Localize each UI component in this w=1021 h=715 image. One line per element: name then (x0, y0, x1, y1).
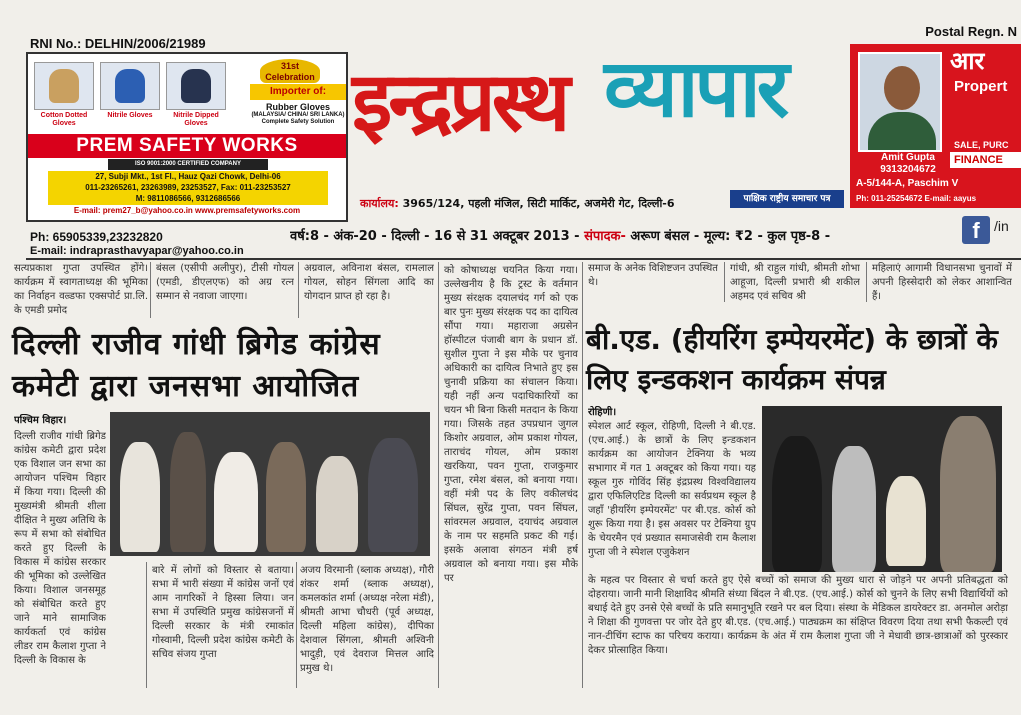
column-rule (582, 262, 583, 688)
story2-bottom-text: के महत्व पर विस्तार से चर्चा करते हुए ऐसे बच्चों को समाज की मुख्य धारा से जोड़ने पर अपनी प्रतिबद्धता को दोहराया। जानी मानी शिक्षाविद श्रीमति संध्या बिंदल ने बी.एड. (एच.आई.) कोर्स को चुनने के लिए सभी विद्यार्थियों को बधाई देते हुए उनसे ऐसे बच्चों के प्रति समानुभूति रखने पर बल दिया। संस्था के मेडिकल डायरेक्टर डा. अनमोल अरोड़ा ने शिक्षा की गुणवत्ता पर जोर देते हुए बी.एड. (एच.आई.) पाठ्यक्रम का संक्षिप्त विवरण दिया तथा सभी फैकल्टी एवं नान-टीचिंग स्टाफ का परिचय कराया। कार्यक्रम के अंत में राम कैलाश गुप्ता जी ने मेधावी छात्र-छात्राओं को पुरस्कार देकर प्रोत्साहित किया। (588, 575, 1008, 656)
company-banner: PREM SAFETY WORKS (28, 134, 346, 158)
mobile-line: M: 9811086566, 9312686566 (135, 194, 241, 203)
fortnightly-tag: पाक्षिक राष्ट्रीय समाचार पत्र (730, 190, 844, 208)
glove-caption-2: Nitrile Gloves (107, 112, 153, 119)
story1-column-c: अजय विरमानी (ब्लाक अध्यक्ष), गौरी शंकर शर्मा (ब्लाक अध्यक्ष), कमलकांत शर्मा (अध्यक्ष नरेला मंडी), श्रीमती आभा चौधरी (पूर्व अध्यक्ष, दिल्ली महिला कांग्रेस), दीपिका देशवाल सिंगला, श्रीमती अश्विनी भादुड़ी, एवं देवराज मित्तल आदि प्रमुख थे। (300, 565, 434, 674)
facebook-link: /in (994, 218, 1009, 234)
ad-finance-text: FINANCE (950, 152, 1021, 168)
column-rule (150, 262, 151, 318)
column-rule (438, 262, 439, 688)
ad-address: A-5/144-A, Paschim V (856, 178, 959, 189)
dipped-glove-image (166, 62, 226, 110)
postal-regn: Postal Regn. N (925, 24, 1017, 39)
masthead-title-part1: इन्द्रप्रस्थ (352, 55, 567, 150)
column-rule (866, 262, 867, 302)
importer-label: Importer of: (250, 84, 346, 100)
ad-contact (858, 152, 958, 176)
address-line: 27, Subji Mkt., 1st Fl., Hauz Qazi Chowk, Delhi-06 (95, 172, 281, 181)
rally-photo (110, 412, 430, 556)
issue-line (290, 226, 960, 244)
prem-safety-ad (26, 52, 348, 222)
induction-photo (762, 406, 1002, 572)
ad-person-name: Amit Gupta (881, 152, 935, 163)
masthead-title-part2: व्यापार (604, 42, 786, 135)
continuation-col-1: सत्यप्रकाश गुप्ता उपस्थित होंगे। कार्यक्रम में स्वागताध्यक्ष की भूमिका का निर्वाहन वल्र्डफा एक्सपोर्ट प्रा.लि. के एमडी प्रमोद (14, 263, 148, 316)
paper-email: E-mail: indraprasthavyapar@yahoo.co.in (30, 245, 244, 257)
issue-details: वर्ष:8 - अंक-20 - दिल्ली - 16 से 31 अक्टूबर 2013 - (290, 229, 585, 244)
column-rule (298, 262, 299, 318)
ad-sale-text: SALE, PURC (954, 140, 1009, 150)
product-name: Rubber Gloves (265, 102, 330, 112)
office-text: 3965/124, पहली मंजिल, सिटी मार्किट, अजमेरी गेट, दिल्ली-6 (402, 197, 675, 210)
continuation-col-4: समाज के अनेक विशिष्टजन उपस्थित थे। (588, 263, 718, 288)
company-address (48, 171, 328, 205)
continuation-col-2: बंसल (एसीपी अलीपुर), टीसी गोयल (एमडी, डीएलएफ) को अग्र रत्न सम्मान से नवाजा जाएगा। (156, 263, 294, 302)
editor-label: संपादक- (584, 229, 631, 244)
iso-strip: ISO 9001:2000 CERTIFIED COMPANY (108, 159, 268, 170)
rni-number: RNI No.: DELHIN/2006/21989 (30, 36, 206, 51)
story1-column-a: दिल्ली राजीव गांधी ब्रिगेड कांग्रेस कमेटी द्वारा प्रदेश एक विशाल जन सभा का आयोजन पश्चिम विहार में किया गया। दिल्ली की मुख्यमंत्री श्रीमती शीला दीक्षित ने मुख्य अतिथि के रूप में सभा को संबोधित करते हुए दिल्ली के विकास में कांग्रेस सरकार की भूमिका को उल्लेखित किया। विशाल जनसमूह को संबोधित करते हुए जाने माने सामाजिक कार्यकर्ता एवं कांग्रेस लीडर राम कैलाश गुप्ता ने दिल्ली के विकास के (14, 431, 106, 666)
story2-dateline-row (588, 406, 756, 420)
middle-story-text: को कोषाध्यक्ष चयनित किया गया। उल्लेखनीय है कि ट्रस्ट के वर्तमान मुख्य संरक्षक दयालचंद गर्ग को एक बार पुनः मुख्य संरक्षक पद का दायित्व सौंपा गया। महाराजा अग्रसेन हॉस्पीटल पंजाबी बाग के प्रधान डॉ. सुशील गुप्ता ने इस मौके पर चुनाव अधिकारी का दायित्व निभाते हुए इस चुनावी प्रक्रिया का संचालन किया। यही नहीं अन्य पदाधिकारियों का चयन भी बिना किसी मतदान के किया गया। जिसके तहत उपप्रधान जुगल किशोर अग्रवाल, ओम प्रकाश गोयल, ताराचंद गोयल, ओम प्रकाश खरकिया, पवन गुप्ता, राजकुमार गुप्ता, रमेश बंसल, को बनाया गया। वहीं मंत्री पद के लिए वकीलचंद सिंघल, सुरेंद्र गुप्ता, पवन सिंघल, सांवरमल अग्रवाल, दयाचंद अग्रवाल के नाम पर सहमति प्रकट की गई। इसके अलावा संगठन मंत्री हर्ष अग्रवाल को बनाया गया। इस मौके पर (444, 265, 578, 584)
ad-phone: Ph: 011-25254672 E-mail: aayus (856, 194, 977, 203)
office-address (360, 196, 730, 211)
continuation-col-5: गांधी, श्री राहुल गांधी, श्रीमती शोभा आहूजा, दिल्ली प्रभारी श्री शकील अहमद एवं सचिव श्री (730, 263, 860, 302)
glove-caption-3: Nitrile Dipped Gloves (173, 112, 219, 127)
email-web-line: E-mail: prem27_b@yahoo.co.in www.premsafetyworks.com (73, 206, 301, 215)
paper-phone: Ph: 65905339,23232820 (30, 230, 163, 244)
office-label: कार्यालय: (360, 197, 399, 210)
story1-column-b: बारे में लोगों को विस्तार से बताया। सभा में भारी संख्या में कांग्रेस जनों एवं आम नागरिकों ने हिस्सा लिया। जन सभा में उपस्थिति प्रमुख कांग्रेसजनों में दिल्ली सरकार के मंत्री रमाकांत गोस्वामी, दिल्ली प्रदेश कांग्रेस कमेटी के सचिव संजय गुप्ता (152, 565, 294, 660)
facebook-icon: f (962, 216, 990, 244)
ad-hindi-text: आर (950, 47, 985, 75)
story2-column-a: स्पेशल आर्ट स्कूल, रोहिणी, दिल्ली ने बी.एड. (एच.आई.) के छात्रों के लिए इन्डकशन कार्यक्रम का आयोजन टेक्निया के भव्य सभागार में गत 1 अक्टूबर को किया गया। यह स्कूल गुरु गोविंद सिंह इंद्रप्रस्थ विश्वविद्यालय द्वारा एफिलिएटिड दिल्ली का सर्वप्रथम स्कूल है जहाँ 'हीयरिंग इम्पेयरमेंट' पर बी.एड. कोर्स को शुरू किया गया है। इस अवसर पर टेक्निया ग्रुप के चेयरमैन एवं प्रख्यात समाजसेवी राम कैलाश गुप्ता जी ने स्पेशल एजुकेशन (588, 421, 756, 558)
continuation-col-6: महिलाएं आगामी विधानसभा चुनावों में अपनी हिस्सेदारी को लेकर आशान्वित हैं। (872, 263, 1012, 302)
glove-caption-1: Cotton Dotted Gloves (40, 112, 88, 127)
product-origin: (MALAYSIA/ CHINA/ SRI LANKA) Complete Safety Solution (251, 112, 345, 125)
property-ad (850, 44, 1021, 208)
editor-and-price: अरूण बंसल - मूल्य: ₹2 - कुल पृष्ठ-8 - (630, 229, 831, 244)
column-rule (146, 562, 147, 688)
story1-headline: दिल्ली राजीव गांधी ब्रिगेड कांग्रेस कमेटी द्वारा जनसभा आयोजित (12, 327, 381, 404)
story2-headline: बी.एड. (हीयरिंग इम्पेयरमेंट) के छात्रों के लिए इन्डकशन कार्यक्रम संपन्न (586, 323, 998, 396)
advertiser-photo (858, 52, 942, 152)
anniversary-badge: 31st Celebration (260, 59, 320, 83)
ad-property-text: Propert (954, 78, 1008, 95)
product-label (246, 102, 350, 126)
masthead-divider (26, 258, 1021, 260)
column-rule (724, 262, 725, 302)
nitrile-glove-image (100, 62, 160, 110)
ad-person-mobile: 9313204672 (880, 164, 936, 175)
continuation-col-3: अग्रवाल, अविनाश बंसल, रामलाल गोयल, सोहन सिंगला आदि का योगदान प्राप्त हो रहा है। (304, 263, 434, 302)
story1-dateline: पश्चिम विहार। (14, 415, 67, 426)
column-rule (296, 562, 297, 688)
phone-line: 011-23265261, 23263989, 23253527, Fax: 011-23253527 (85, 183, 291, 192)
cotton-glove-image (34, 62, 94, 110)
story2-dateline: रोहिणी। (588, 407, 617, 418)
